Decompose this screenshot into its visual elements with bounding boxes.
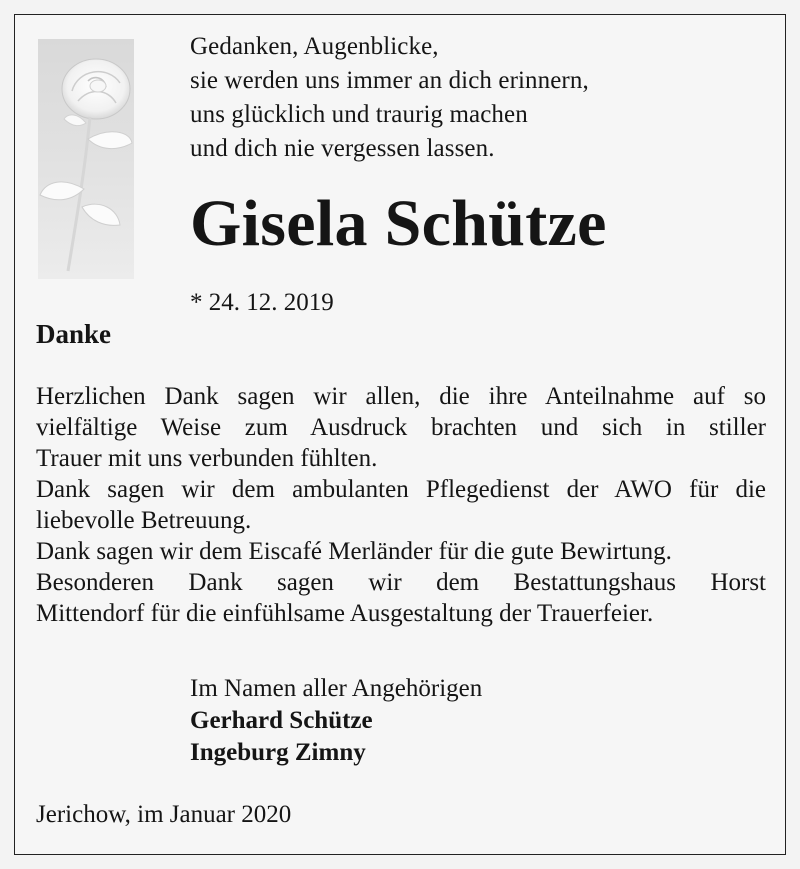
thanks-line: Trauer mit uns verbunden fühlten. — [36, 445, 378, 472]
rose-image — [38, 39, 134, 279]
poem-line: sie werden uns immer an dich erinnern, — [190, 67, 589, 94]
thanks-line: Besonderen Dank sagen wir dem Bestattungshaus Horst — [36, 569, 766, 596]
thanks-text — [36, 381, 766, 629]
thanks-line: Dank sagen wir dem Eiscafé Merländer für die gute Bewirtung. — [36, 538, 672, 565]
deceased-date: * 24. 12. 2019 — [190, 289, 334, 316]
thanks-heading: Danke — [36, 319, 112, 349]
poem-line: uns glücklich und traurig machen — [190, 101, 528, 128]
thanks-line: Herzlichen Dank sagen wir allen, die ihre Anteilnahme auf so — [36, 383, 766, 410]
thanks-line: vielfältige Weise zum Ausdruck brachten und sich in stiller — [36, 414, 766, 441]
thanks-line: Mittendorf für die einfühlsame Ausgestaltung der Trauerfeier. — [36, 600, 654, 627]
deceased-name: Gisela Schütze — [190, 187, 607, 260]
rose-icon — [38, 39, 134, 279]
poem — [190, 30, 750, 166]
poem-line: und dich nie vergessen lassen. — [190, 135, 495, 162]
thanks-line: Dank sagen wir dem ambulanten Pflegedienst der AWO für die — [36, 476, 766, 503]
signoff — [190, 673, 482, 769]
signoff-name: Ingeburg Zimny — [190, 739, 366, 766]
thanks-line: liebevolle Betreuung. — [36, 507, 252, 534]
signoff-name: Gerhard Schütze — [190, 707, 373, 734]
signoff-intro: Im Namen aller Angehörigen — [190, 675, 483, 702]
place-date: Jerichow, im Januar 2020 — [36, 801, 292, 828]
poem-line: Gedanken, Augenblicke, — [190, 33, 439, 60]
